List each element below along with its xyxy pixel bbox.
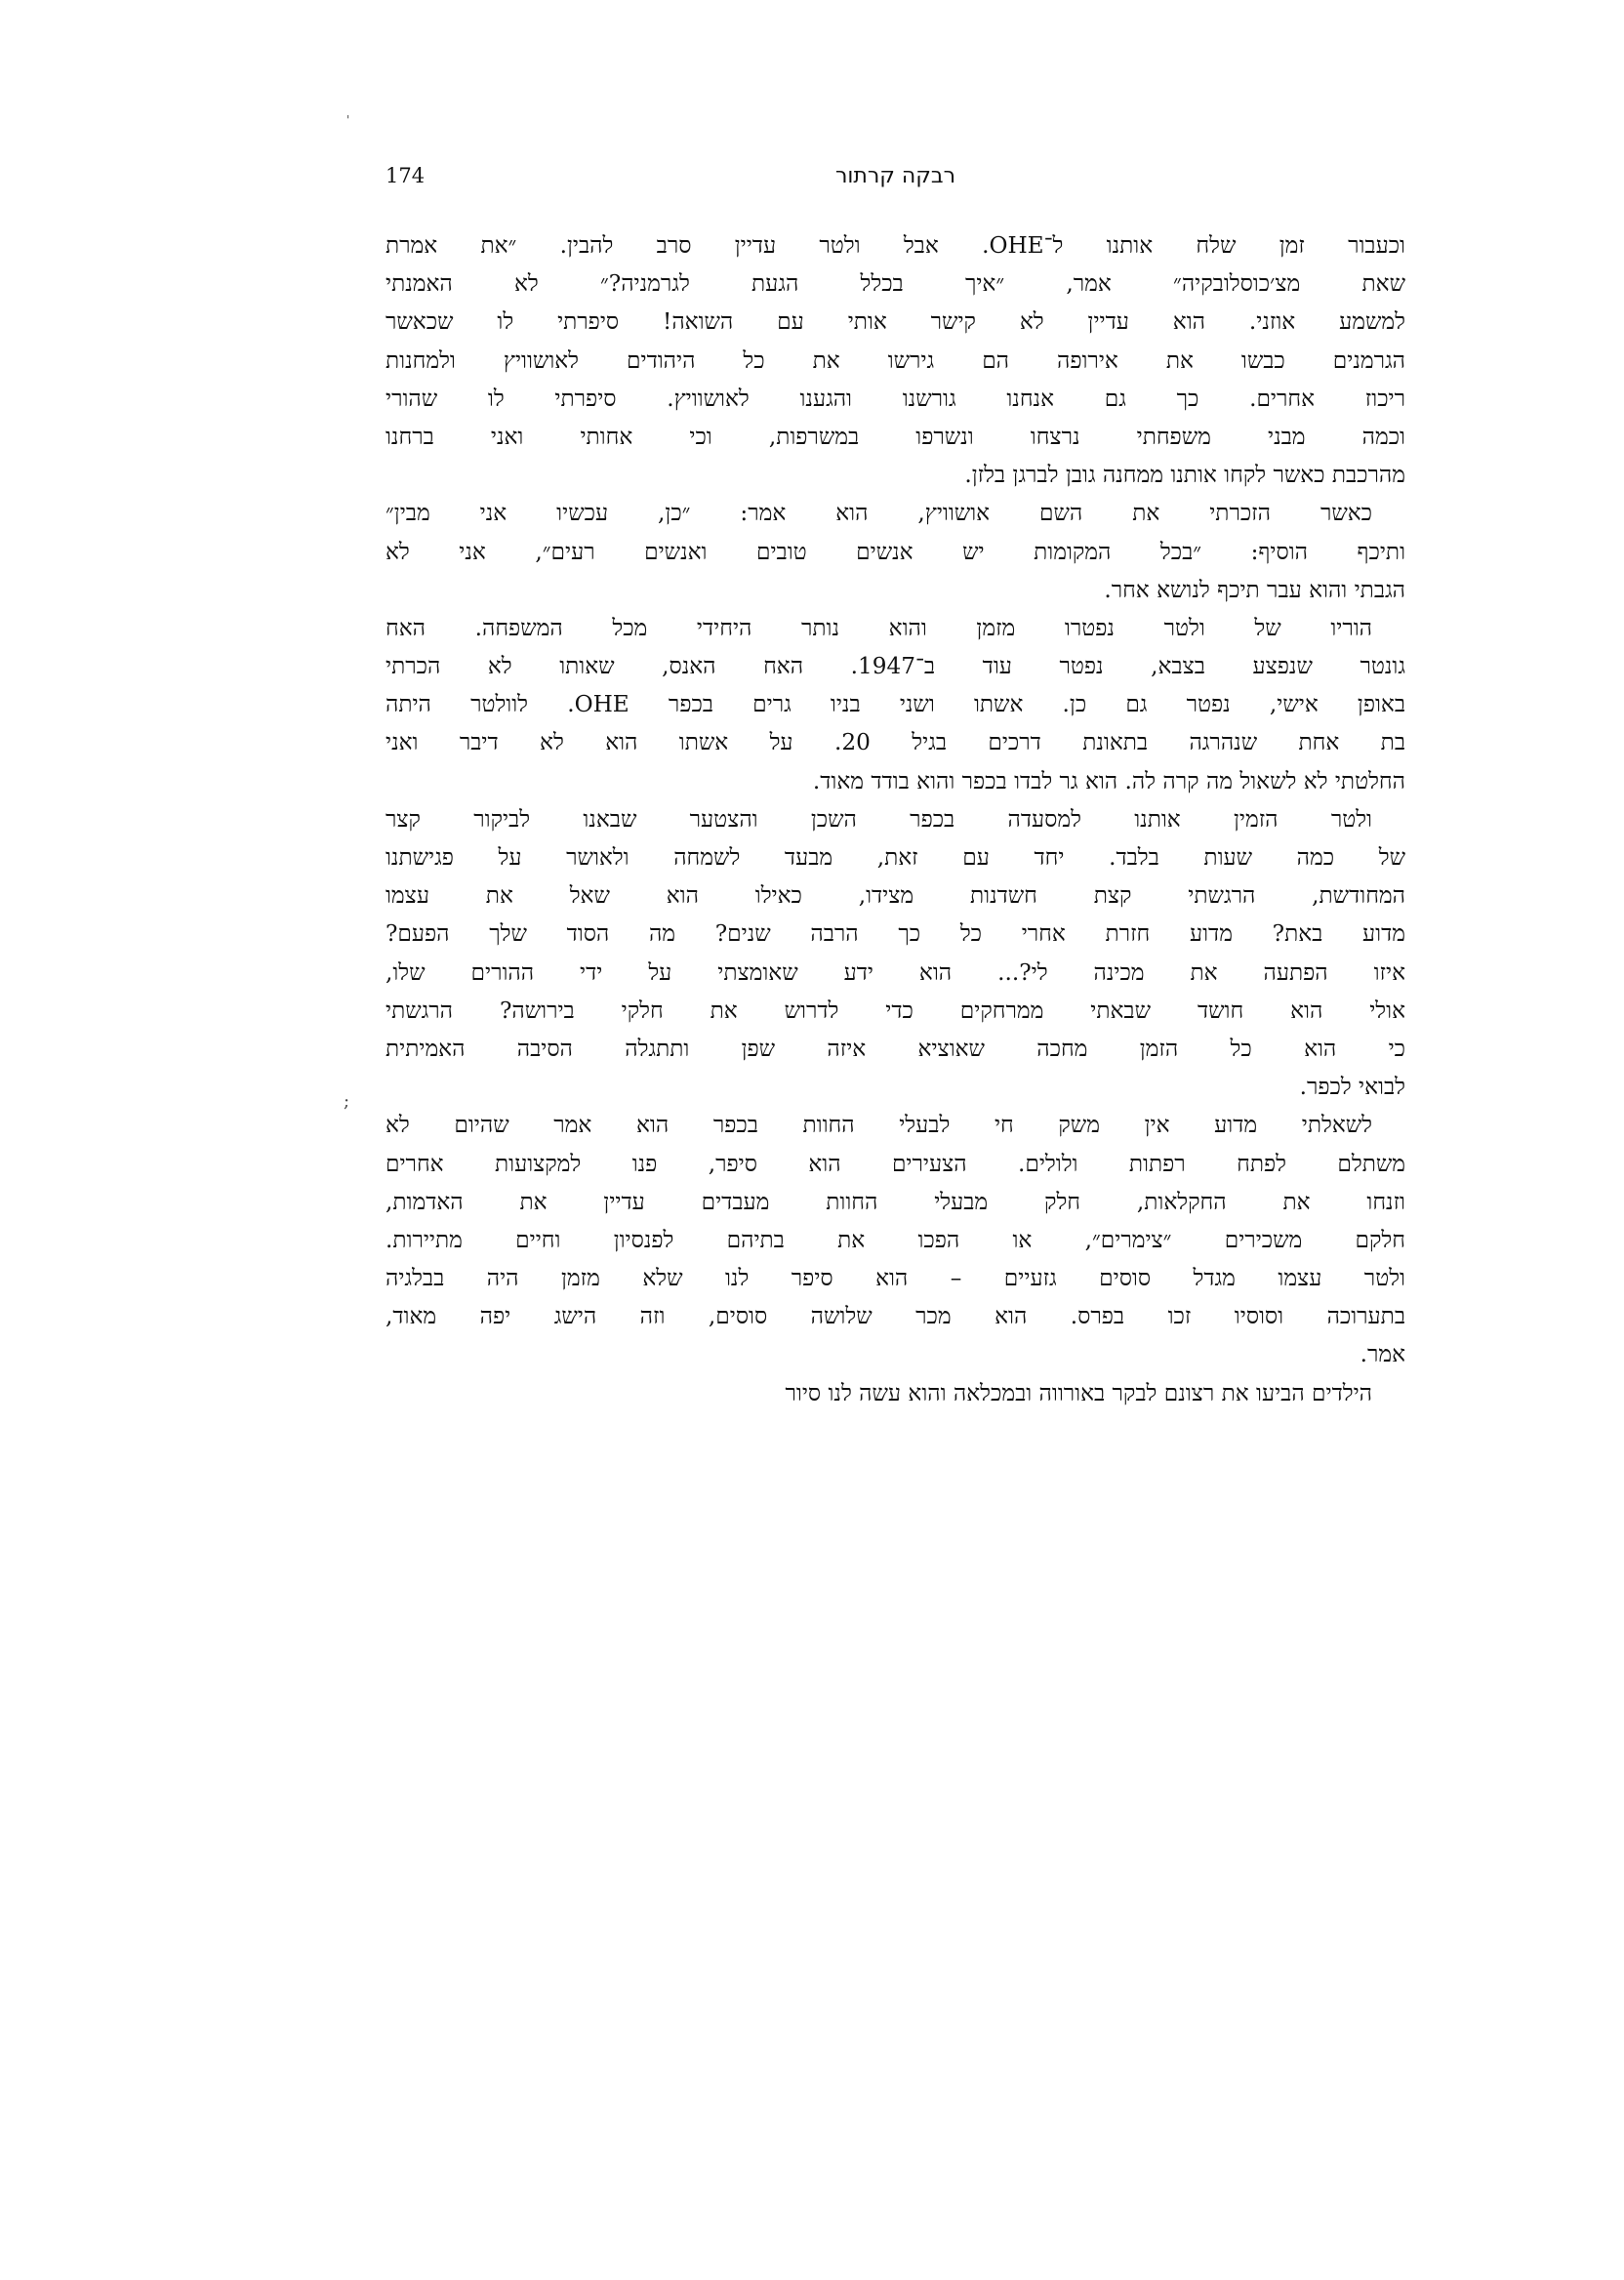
text-line: ולטר הזמין אותנו למסעדה בכפר השכן והצטער שבאנו לביקור קצר: [386, 805, 1372, 833]
running-header: [386, 164, 1405, 203]
text-line: גונטר שנפצע בצבא, נפטר עוד ב־1947. האח האנס, שאותו לא הכרתי: [386, 653, 1405, 680]
text-line: וזנחו את החקלאות, חלק מבעלי החוות מעבדים עדיין את האדמות,: [386, 1188, 1405, 1215]
text-line: כי הוא כל הזמן מחכה שאוציא איזה שפן ותתגלה הסיבה האמיתית: [386, 1035, 1405, 1062]
text-line: בתערוכה וסוסיו זכו בפרס. הוא מכר שלושה סוסים, וזה הישג יפה מאוד,: [386, 1303, 1405, 1330]
text-line: באופן אישי, נפטר גם כן. אשתו ושני בניו גרים בכפר OHE. לוולטר היתה: [386, 691, 1405, 718]
text-line: הגרמנים כבשו את אירופה הם גירשו את כל היהודים לאושוויץ ולמחנות: [386, 346, 1405, 374]
text-line: הילדים הביעו את רצונם לבקר באורווה ובמכלאה והוא עשה לנו סיור: [785, 1379, 1372, 1406]
text-line: לבואי לכפר.: [1299, 1074, 1405, 1101]
running-title: רבקה קרתור: [834, 164, 955, 188]
paragraph: [386, 800, 1405, 1107]
text-line: החלטתי לא לשאול מה קרה לה. הוא גר לבדו בכפר והוא בודד מאוד.: [812, 767, 1405, 794]
text-line: המחודשת, הרגשתי קצת חשדנות מצידו, כאילו הוא שאל את עצמו: [386, 882, 1405, 910]
page-number: 174: [386, 164, 426, 187]
paragraph: [386, 494, 1405, 609]
text-line: וכמה מבני משפחתי נרצחו ונשרפו במשרפות, וכי אחותי ואני ברחנו: [386, 423, 1405, 450]
text-line: שאת מצ׳כוסלובקיה״ אמר, ״איך בכלל הגעת לגרמניה?״ לא האמנתי: [386, 270, 1405, 298]
text-line: וכעבור זמן שלח אותנו ל־OHE. אבל ולטר עדיין סרב להבין. ״את אמרת: [386, 232, 1405, 259]
text-line: ריכוז אחרים. כך גם אנחנו גורשנו והגענו לאושוויץ. סיפרתי לו שהורי: [386, 385, 1405, 412]
text-line: משתלם לפתח רפתות ולולים. הצעירים הוא סיפר, פנו למקצועות אחרים: [386, 1150, 1405, 1177]
text-line: מדוע באת? מדוע חזרת אחרי כל כך הרבה שנים? מה הסוד שלך הפעם?: [386, 920, 1405, 948]
paragraph: [386, 609, 1405, 800]
text-line: כאשר הזכרתי את השם אושוויץ, הוא אמר: ״כן, עכשיו אני מבין״: [386, 500, 1372, 527]
body-text: [386, 226, 1405, 1412]
text-line: איזו הפתעה את מכינה לי?... הוא ידע שאומצתי על ידי ההורים שלו,: [386, 958, 1405, 986]
margin-speck: ;: [344, 1091, 350, 1112]
paragraph: [386, 1106, 1405, 1373]
text-line: למשמע אוזני. הוא עדיין לא קישר אותי עם השואה! סיפרתי לו שכאשר: [386, 308, 1405, 336]
margin-speck: ': [346, 113, 350, 127]
text-line: הגבתי והוא עבר תיכף לנושא אחר.: [1104, 576, 1405, 603]
text-line: הוריו של ולטר נפטרו מזמן והוא נותר היחידי מכל המשפחה. האח: [386, 614, 1372, 641]
text-line: לשאלתי מדוע אין משק חי לבעלי החוות בכפר הוא אמר שהיום לא: [386, 1112, 1372, 1139]
paragraph: [386, 1374, 1405, 1412]
paragraph: [386, 226, 1405, 494]
text-line: אולי הוא חושד שבאתי ממרחקים כדי לדרוש את חלקי בירושה? הרגשתי: [386, 997, 1405, 1024]
text-line: אמר.: [1360, 1341, 1405, 1368]
text-line: בת אחת שנהרגה בתאונת דרכים בגיל 20. על אשתו הוא לא דיבר ואני: [386, 729, 1405, 756]
text-line: של כמה שעות בלבד. יחד עם זאת, מבעד לשמחה ולאושר על פגישתנו: [386, 844, 1405, 871]
text-line: מהרכבת כאשר לקחו אותנו ממחנה גובן לברגן בלזן.: [964, 462, 1405, 489]
text-line: חלקם משכירים ״צימרים״, או הפכו את בתיהם לפנסיון וחיים מתיירות.: [386, 1226, 1405, 1253]
text-line: ולטר עצמו מגדל סוסים גזעיים – הוא סיפר לנו שלא מזמן היה בבלגיה: [386, 1265, 1405, 1292]
text-line: ותיכף הוסיף: ״בכל המקומות יש אנשים טובים ואנשים רעים״, אני לא: [386, 538, 1405, 565]
